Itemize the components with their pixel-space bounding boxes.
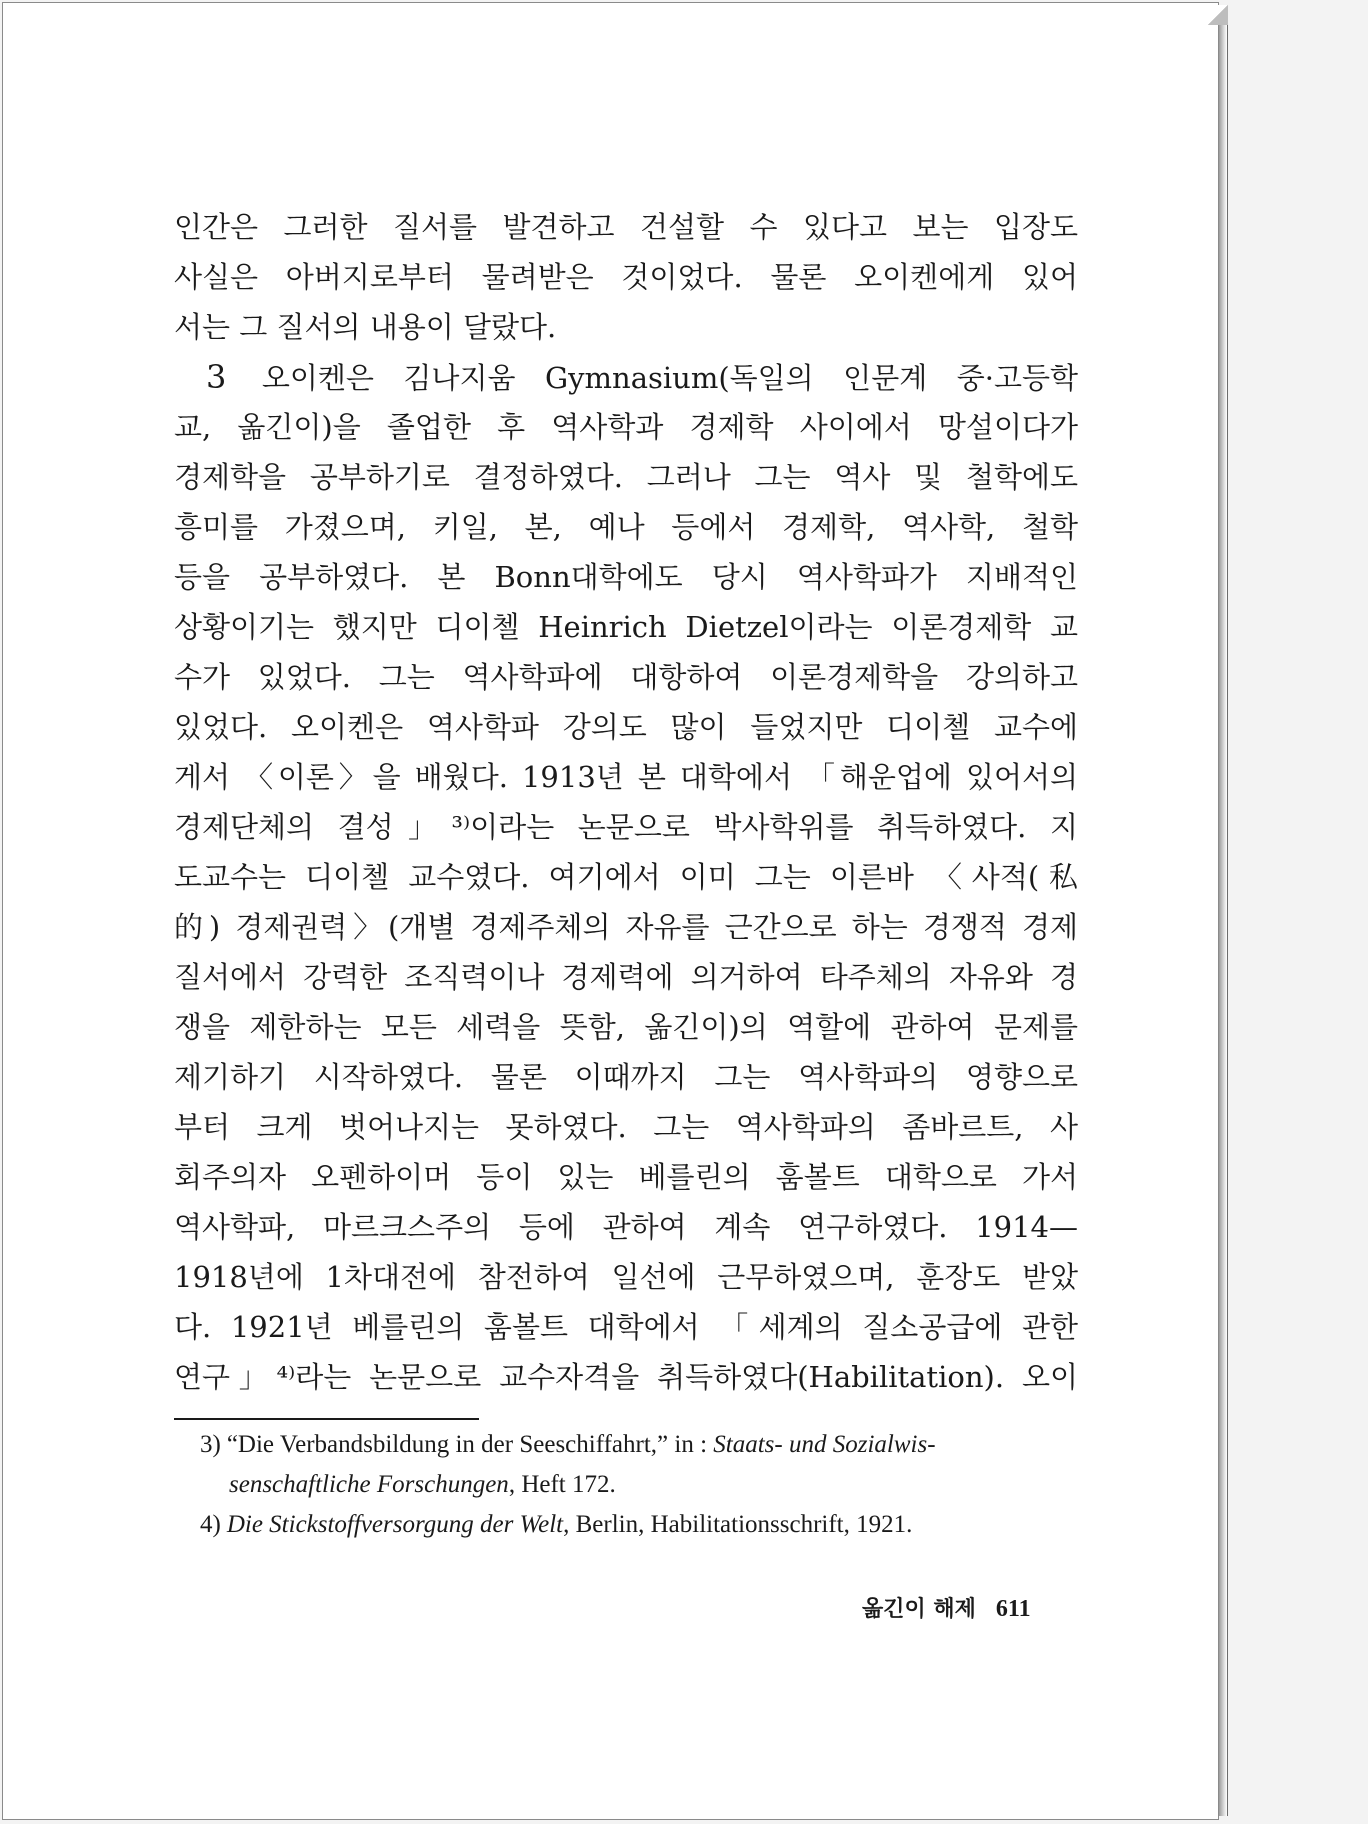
body-line: 게서 〈이론〉을 배웠다. 1913년 본 대학에서 「해운업에 있어서의 xyxy=(174,760,1078,794)
footnote-3 xyxy=(200,1425,1100,1465)
footnote-text: , Heft 172. xyxy=(508,1471,616,1498)
footnote-title: Staats- und Sozialwis- xyxy=(713,1431,936,1458)
body-line: 교, 옮긴이)을 졸업한 후 역사학과 경제학 사이에서 망설이다가 xyxy=(174,410,1078,444)
body-line: 경제학을 공부하기로 결정하였다. 그러나 그는 역사 및 철학에도 xyxy=(174,460,1078,494)
footnote-divider xyxy=(174,1418,479,1420)
paragraph-number: 3 xyxy=(206,358,227,396)
body-text xyxy=(174,202,1078,1402)
footnote-text: , Berlin, Habilitationsschrift, 1921. xyxy=(563,1511,913,1538)
page-number: 611 xyxy=(995,1596,1031,1622)
body-line: 도교수는 디이첼 교수였다. 여기에서 이미 그는 이른바 〈사적(私 xyxy=(174,860,1078,894)
body-line: 제기하기 시작하였다. 물론 이때까지 그는 역사학파의 영향으로 xyxy=(174,1060,1078,1094)
body-line: 역사학파, 마르크스주의 등에 관하여 계속 연구하였다. 1914— xyxy=(174,1210,1078,1244)
section-title: 옮긴이 해제 xyxy=(862,1597,976,1622)
body-line: 부터 크게 벗어나지는 못하였다. 그는 역사학파의 좀바르트, 사 xyxy=(174,1110,1078,1144)
footnote-title: senschaftliche Forschungen xyxy=(229,1471,509,1498)
footnotes xyxy=(200,1425,1100,1545)
body-line: 다. 1921년 베를린의 훔볼트 대학에서 「세계의 질소공급에 관한 xyxy=(174,1310,1078,1344)
body-line: 1918년에 1차대전에 참전하여 일선에 근무하였으며, 훈장도 받았 xyxy=(174,1260,1078,1294)
body-line: 오이켄은 김나지움 Gymnasium(독일의 인문계 중·고등학 xyxy=(261,361,1078,395)
body-line: 사실은 아버지로부터 물려받은 것이었다. 물론 오이켄에게 있어 xyxy=(174,260,1078,294)
paragraph-start-line xyxy=(174,352,1078,402)
footnote-text: “Die Verbandsbildung in der Seeschiffahrt,” in : xyxy=(226,1431,714,1458)
footnote-3-continued xyxy=(200,1465,1100,1505)
body-line: 的) 경제권력〉(개별 경제주체의 자유를 근간으로 하는 경쟁적 경제 xyxy=(174,910,1078,944)
footnote-4 xyxy=(200,1505,1100,1545)
running-footer xyxy=(862,1592,1031,1623)
body-line: 인간은 그러한 질서를 발견하고 건설할 수 있다고 보는 입장도 xyxy=(174,210,1078,244)
body-line: 질서에서 강력한 조직력이나 경제력에 의거하여 타주체의 자유와 경 xyxy=(174,960,1078,994)
body-line: 흥미를 가졌으며, 키일, 본, 예나 등에서 경제학, 역사학, 철학 xyxy=(174,510,1078,544)
footnote-number: 4) xyxy=(200,1511,221,1538)
body-line: 등을 공부하였다. 본 Bonn대학에도 당시 역사학파가 지배적인 xyxy=(174,560,1078,594)
body-line: 수가 있었다. 그는 역사학파에 대항하여 이론경제학을 강의하고 xyxy=(174,660,1078,694)
footnote-title: Die Stickstoffversorgung der Welt xyxy=(226,1511,564,1538)
body-line: 있었다. 오이켄은 역사학파 강의도 많이 들었지만 디이첼 교수에 xyxy=(174,710,1078,744)
body-line: 상황이기는 했지만 디이첼 Heinrich Dietzel이라는 이론경제학 교 xyxy=(174,610,1078,644)
body-line: 서는 그 질서의 내용이 달랐다. xyxy=(174,310,557,344)
page-edge-shadow xyxy=(1219,10,1228,1816)
body-line: 경제단체의 결성」³⁾이라는 논문으로 박사학위를 취득하였다. 지 xyxy=(174,810,1078,844)
page-corner-fold xyxy=(1208,5,1228,25)
footnote-number: 3) xyxy=(200,1431,221,1458)
body-line: 쟁을 제한하는 모든 세력을 뜻함, 옮긴이)의 역할에 관하여 문제를 xyxy=(174,1010,1078,1044)
body-line: 연구」⁴⁾라는 논문으로 교수자격을 취득하였다(Habilitation). 오이 xyxy=(174,1360,1078,1394)
body-line: 회주의자 오펜하이머 등이 있는 베를린의 훔볼트 대학으로 가서 xyxy=(174,1160,1078,1194)
